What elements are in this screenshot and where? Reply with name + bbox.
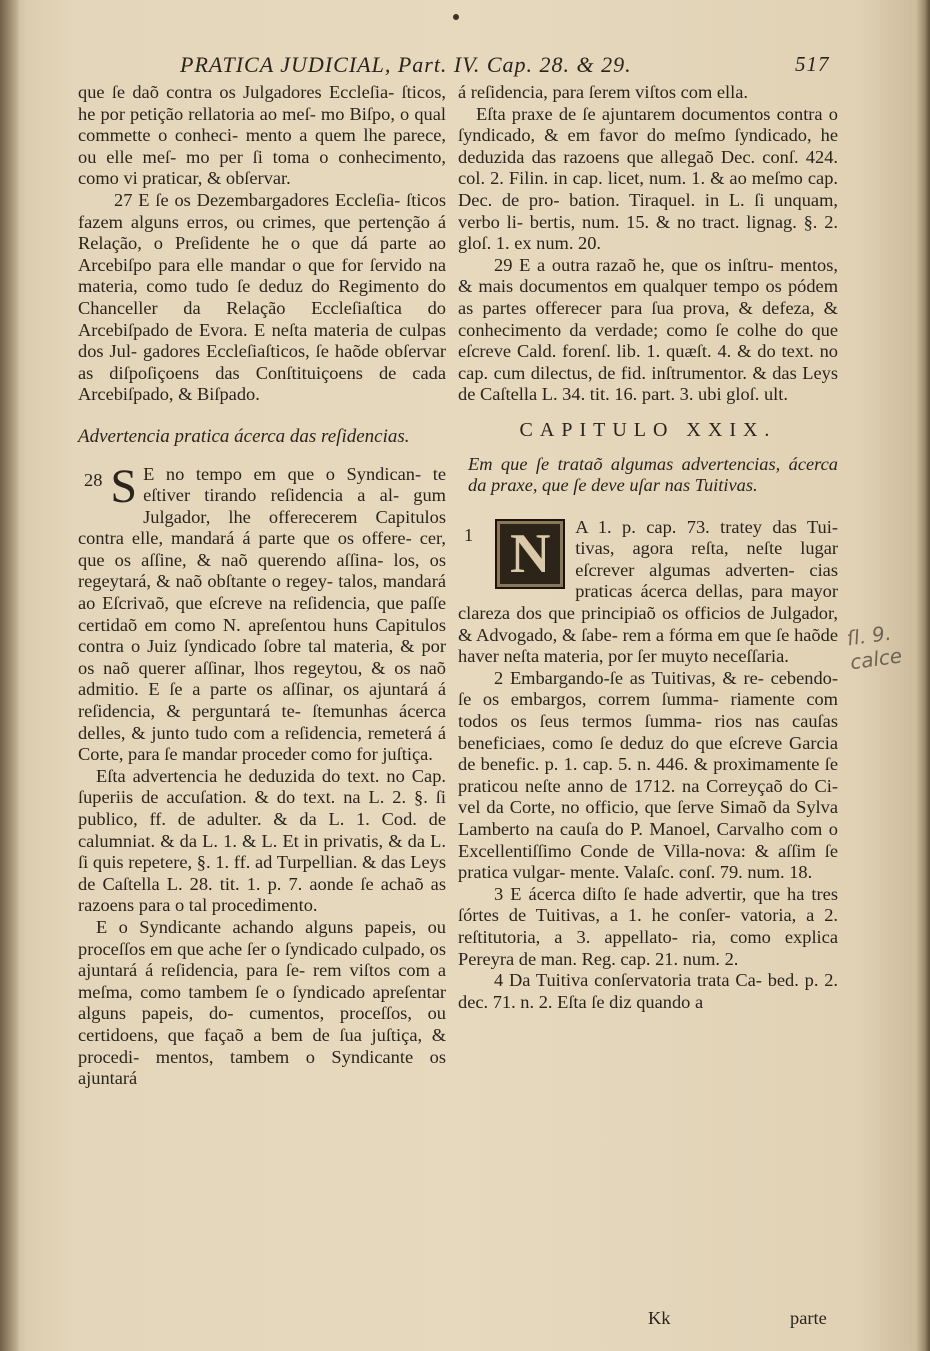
chapter-heading: CAPITULO XXIX. (519, 418, 777, 441)
right-column (458, 82, 838, 1013)
paragraph-28-citation: Eſta advertencia he deduzida do text. no Cap. ſuperiis de accuſation. & do text. na L. 2. §. ſi publico, ff. de adulter. & da L. 1. Cod. de calumniat. & da L. 1. & L. Et in privatis, & da L. ſi quis repetere, §. 1. ff. ad Turpellian. & das Leys de Caſtella L. 28. tit. 1. p. 7. aonde ſe achaõ as razoens para o tal procedimento. (78, 765, 446, 916)
handwritten-margin-note: ſl. 9. calce (845, 620, 904, 675)
drop-cap-letter: S (110, 459, 138, 513)
continuation-text: á reſidencia, para ſerem viſtos com ella. (458, 82, 749, 102)
paragraph-number: 3 (494, 883, 504, 904)
paragraph-2 (458, 668, 838, 884)
folio-number: 517 (795, 52, 830, 76)
paragraph-text: Embargando-ſe as Tuitivas, & re- cebendo-ſe os embargos, correm ſumma- riamente com todos os ſeus termos ſumma- rios nas cauſas beneficiaes, como ſe deduz do que eſcreve Garcia de benefic. p. 1. cap. 5. n. 446. & proximamente ſe praticou neſte anno de 1712. na Correyçaõ do Ci- vel da Corte, no officio, que ſerve Simaõ da Sylva Lamberto na cauſa do P. Manoel, Carvalho com o Excellentiſſimo Conde de Villa-nova: & aſſim ſe pratica vulgar- mente. Valaſc. conſ. 79. num. 18. (458, 667, 838, 883)
paragraph-28 (78, 459, 446, 766)
paragraph-28-continued: E o Syndicante achando alguns papeis, ou proceſſos em que ache ſer o ſyndicado culpado, os ajuntará á reſidencia, para ſe- rem viſtos com a meſma, como tambem ſe o ſyndicado apreſentar alguns papeis, do- cumentos, proceſſos, ou certidoens, que façaõ a bem de ſua juſtiça, & procedi- mentos, tambem o Syndicante os ajuntará (78, 916, 446, 1089)
paragraph-text: A 1. p. cap. 73. tratey das Tui- tivas, agora reſta, neſte lugar eſcrever algumas adverten- cias praticas ácerca dellas, para mayor clareza dos que principiaõ os officios de Julgador, & Advogado, & ſabe- rem a fórma em que ſe haõde haver neſta materia, por ſer muyto neceſſaria. (458, 516, 838, 667)
running-header (180, 52, 840, 86)
running-title: PRATICA JUDICIAL, Part. IV. Cap. 28. & 29. (180, 52, 632, 77)
ornamental-initial (495, 519, 565, 589)
chapter-summary: Em que ſe trataõ algumas advertencias, ácerca da praxe, que ſe deve uſar nas Tuitivas. (468, 453, 838, 496)
paragraph-28-praxis: Eſta praxe de ſe ajuntarem documentos contra o ſyndicado, & em favor do meſmo ſyndicado, he deduzida das razoens que allegaõ Dec. conſ. 424. col. 2. Filin. in cap. licet, num. 1. & ao meſmo cap. Dec. de pro- bation. Tiraquel. in L. ſi unquam, verbo li- bertis, num. 15. & no tract. lignag. §. 2. gloſ. 1. ex num. 20. (458, 103, 838, 254)
paragraph-number: 28 (84, 469, 103, 490)
paragraph-number: 27 (114, 189, 133, 210)
paragraph-3 (458, 884, 838, 970)
paragraph-number: 29 (494, 254, 513, 275)
paragraph-number: 4 (494, 970, 504, 991)
initial-letter: N (509, 522, 551, 585)
page-edge (916, 0, 930, 1351)
paragraph-27 (78, 190, 446, 406)
paragraph-29 (458, 255, 838, 406)
paragraph-text: Da Tuitiva conſervatoria trata Ca- bed. p. 2. dec. 71. n. 2. Eſta ſe diz quando a (458, 970, 838, 1012)
continuation-text: que ſe daõ contra os Julgadores Eccleſia- ſticos, he por petição rellatoria ao meſ- mo Biſpo, o qual commette o conheci- mento a quem lhe parece, ou elle meſ- mo per ſi toma o conhecimento, como vi praticar, & obſervar. (78, 82, 446, 189)
signature-mark: Kk (648, 1308, 671, 1328)
catchword: parte (790, 1308, 827, 1328)
paragraph-4 (458, 970, 838, 1013)
paragraph-text: E a outra razaõ he, que os inſtru- mentos, & mais documentos em qualquer tempo os pódem as partes offerecer para ſua prova, & defeza, & conhecimento da verdade; como ſe colhe do que eſcreve Cald. forenſ. lib. 1. quæſt. 4. & do text. no cap. cum dilectus, de fid. inſtrumentor. & das Leys de Caſtella L. 34. tit. 16. part. 3. ubi gloſ. ult. (458, 254, 838, 405)
ink-spot (453, 14, 459, 20)
paragraph-1 (458, 517, 838, 668)
binding-gutter (0, 0, 20, 1351)
left-column (78, 82, 446, 1090)
paragraph-text: E no tempo em que o Syndican- te eſtiver tirando reſidencia a al- gum Julgador, lhe offerecerem Capitulos contra elle, mandará á parte que os offere- cer, que os aſſine, & naõ querendo aſſina- los, os regeytará, & naõ obſtante o regey- talos, mandará ao Eſcrivaõ, que eſcreve na reſidencia, que paſſe certidaõ em como N. apreſentou huns Capitulos contra o Juiz ſyndicado ſobre tal materia, & por os naõ querer aſſinar, lhos regeytou, & os naõ admitio. E ſe a parte os aſſinar, os ajuntará á reſidencia, & perguntará te- ſtemunhas ácerca delles, & junto tudo com a reſidencia, remeterá á Corte, para ſe mandar proceder como for juſtiça. (78, 463, 446, 765)
paragraph-number: 2 (494, 667, 504, 688)
section-rubric: Advertencia pratica ácerca das reſidencias. (78, 425, 410, 447)
paragraph-text: E ácerca diſto ſe hade advertir, que ha tres ſórtes de Tuitivas, a 1. he conſer- vatoria, a 2. reſtitutoria, a 3. appellato- ria, como explica Pereyra de man. Reg. cap. 21. num. 2. (458, 883, 838, 969)
paragraph-text: E ſe os Dezembargadores Eccleſia- ſticos fazem alguns erros, ou crimes, que pertenção á Relação, o Preſidente he o que dá parte ao Arcebiſpo para elle mandar o que for ſervido na materia, como tudo ſe deduz do Regimento do Chanceller da Relação Eccleſiaſtica do Arcebiſpado de Evora. E neſta materia de culpas dos Jul- gadores Eccleſiaſticos, ſe haõde obſervar as diſpoſiçoens das Conſtituiçoens de cada Arcebiſpado, & Biſpado. (78, 189, 446, 405)
paragraph-number: 1 (464, 524, 474, 545)
